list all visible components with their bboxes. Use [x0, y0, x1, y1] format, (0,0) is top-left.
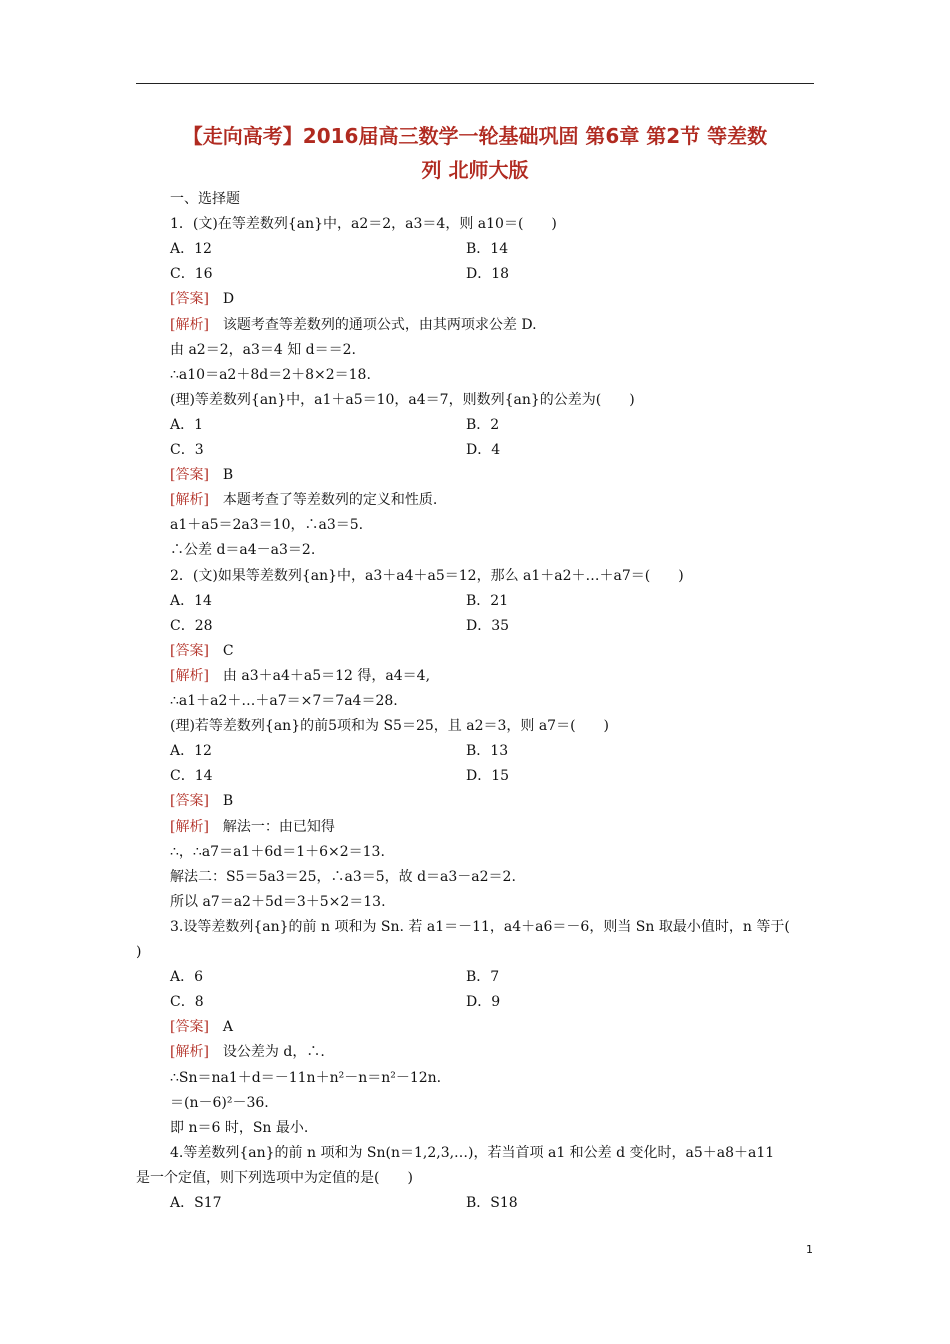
text-line — [170, 289, 234, 309]
line-text: C — [208, 643, 234, 659]
line-text: ＝(n－6)²－36. — [170, 1095, 269, 1111]
answer-tag: [解析] — [170, 492, 209, 508]
text-line — [170, 591, 212, 611]
document-title-line-2: 列 北师大版 — [421, 158, 529, 182]
line-text: 1．(文)在等差数列{an}中，a2＝2，a3＝4，则 a10＝( ) — [170, 216, 557, 232]
choice-option: B．7 — [466, 969, 500, 985]
line-text: 由 a2＝2，a3＝4 知 d＝＝2. — [170, 342, 356, 358]
text-line — [170, 992, 204, 1012]
page-number: 1 — [806, 1243, 813, 1256]
choice-option: B．13 — [466, 743, 509, 759]
choice-option: D．9 — [466, 994, 501, 1010]
line-text: C．16 — [170, 266, 213, 282]
line-text: (理)若等差数列{an}的前5项和为 S5＝25，且 a2＝3，则 a7＝( ) — [170, 718, 610, 734]
line-text: A．1 — [170, 417, 204, 433]
line-text: A．6 — [170, 969, 204, 985]
text-line — [170, 340, 356, 360]
text-line — [170, 189, 240, 209]
answer-tag: [解析] — [170, 317, 209, 333]
text-line — [170, 716, 609, 736]
text-line — [170, 315, 537, 335]
text-line — [170, 741, 212, 761]
line-text: 2．(文)如果等差数列{an}中，a3＋a4＋a5＝12，那么 a1＋a2＋…＋a7＝( ) — [170, 568, 684, 584]
text-line — [170, 917, 790, 937]
line-text: 该题考查等差数列的通项公式，由其两项求公差 D. — [208, 317, 537, 333]
line-text: (理)等差数列{an}中，a1＋a5＝10，a4＝7，则数列{an}的公差为( ) — [170, 392, 635, 408]
text-line — [170, 967, 203, 987]
answer-tag: [答案] — [170, 291, 209, 307]
document-title-line-1: 【走向高考】2016届高三数学一轮基础巩固 第6章 第2节 等差数 — [182, 124, 768, 148]
text-line — [170, 1017, 233, 1037]
line-text: 是一个定值，则下列选项中为定值的是( ) — [136, 1170, 413, 1186]
answer-tag: [答案] — [170, 467, 209, 483]
text-line — [170, 390, 635, 410]
line-text: 解法一：由已知得 — [208, 819, 335, 835]
choice-option: D．15 — [466, 768, 510, 784]
text-line — [170, 616, 213, 636]
text-line — [170, 867, 516, 887]
line-text: ∴公差 d＝a4－a3＝2. — [170, 542, 316, 558]
line-text: ∴，∴a7＝a1＋6d＝1＋6×2＝13. — [170, 844, 385, 860]
line-text: 4.等差数列{an}的前 n 项和为 Sn(n＝1,2,3,…)，若当首项 a1 和公差 d 变化时，a5＋a8＋a11 — [170, 1145, 775, 1161]
text-line — [170, 1143, 774, 1163]
text-line — [170, 440, 204, 460]
line-text: B — [208, 793, 234, 809]
line-text: 解法二：S5＝5a3＝25，∴a3＝5，故 d＝a3－a2＝2. — [170, 869, 516, 885]
text-line — [170, 515, 363, 535]
choice-option: B．2 — [466, 417, 500, 433]
text-line — [170, 1093, 269, 1113]
line-text: B — [208, 467, 234, 483]
text-line — [170, 666, 430, 686]
line-text: ∴a1＋a2＋…＋a7＝×7＝7a4＝28. — [170, 693, 398, 709]
answer-tag: [答案] — [170, 643, 209, 659]
line-text: 由 a3＋a4＋a5＝12 得，a4＝4, — [208, 668, 431, 684]
line-text: ∴Sn＝na1＋d＝－11n＋n²－n＝n²－12n. — [170, 1070, 442, 1086]
text-line — [170, 415, 203, 435]
text-line — [170, 817, 335, 837]
line-text: 设公差为 d，∴. — [208, 1044, 325, 1060]
line-text: 3.设等差数列{an}的前 n 项和为 Sn. 若 a1＝－11，a4＋a6＝－6，则当 Sn 取最小值时，n 等于( — [170, 919, 790, 935]
line-text: A．12 — [170, 241, 212, 257]
line-text: D — [208, 291, 235, 307]
line-text: A．S17 — [170, 1195, 222, 1211]
text-line — [170, 1068, 441, 1088]
text-line — [170, 766, 213, 786]
text-line — [170, 214, 557, 234]
line-text: 本题考查了等差数列的定义和性质. — [208, 492, 438, 508]
text-line — [170, 365, 371, 385]
line-text: 一、选择题 — [170, 191, 240, 207]
text-line — [170, 566, 684, 586]
text-line — [170, 641, 234, 661]
line-text: C．3 — [170, 442, 204, 458]
choice-option: D．18 — [466, 266, 510, 282]
text-line — [170, 791, 233, 811]
text-line — [136, 1168, 413, 1188]
line-text: C．14 — [170, 768, 213, 784]
answer-tag: [解析] — [170, 819, 209, 835]
text-line — [170, 691, 398, 711]
answer-tag: [答案] — [170, 1019, 209, 1035]
line-text: C．8 — [170, 994, 204, 1010]
choice-option: B．S18 — [466, 1195, 518, 1211]
text-line — [170, 239, 212, 259]
line-text: ) — [136, 944, 142, 960]
text-line — [170, 490, 437, 510]
choice-option: D．35 — [466, 618, 510, 634]
choice-option: B．21 — [466, 593, 509, 609]
line-text: 即 n＝6 时，Sn 最小. — [170, 1120, 309, 1136]
text-line — [170, 1042, 325, 1062]
text-line — [170, 1193, 222, 1213]
line-text: ∴a10＝a2＋8d＝2＋8×2＝18. — [170, 367, 371, 383]
text-line — [170, 1118, 308, 1138]
text-line — [170, 540, 315, 560]
text-line — [170, 264, 213, 284]
answer-tag: [解析] — [170, 1044, 209, 1060]
line-text: 所以 a7＝a2＋5d＝3＋5×2＝13. — [170, 894, 386, 910]
line-text: A．14 — [170, 593, 212, 609]
answer-tag: [答案] — [170, 793, 209, 809]
text-line — [136, 942, 141, 962]
text-line — [170, 892, 386, 912]
line-text: A．12 — [170, 743, 212, 759]
line-text: A — [208, 1019, 234, 1035]
text-line — [170, 465, 233, 485]
line-text: a1＋a5＝2a3＝10，∴a3＝5. — [170, 517, 364, 533]
line-text: C．28 — [170, 618, 213, 634]
text-line — [170, 842, 385, 862]
choice-option: B．14 — [466, 241, 509, 257]
answer-tag: [解析] — [170, 668, 209, 684]
choice-option: D．4 — [466, 442, 501, 458]
